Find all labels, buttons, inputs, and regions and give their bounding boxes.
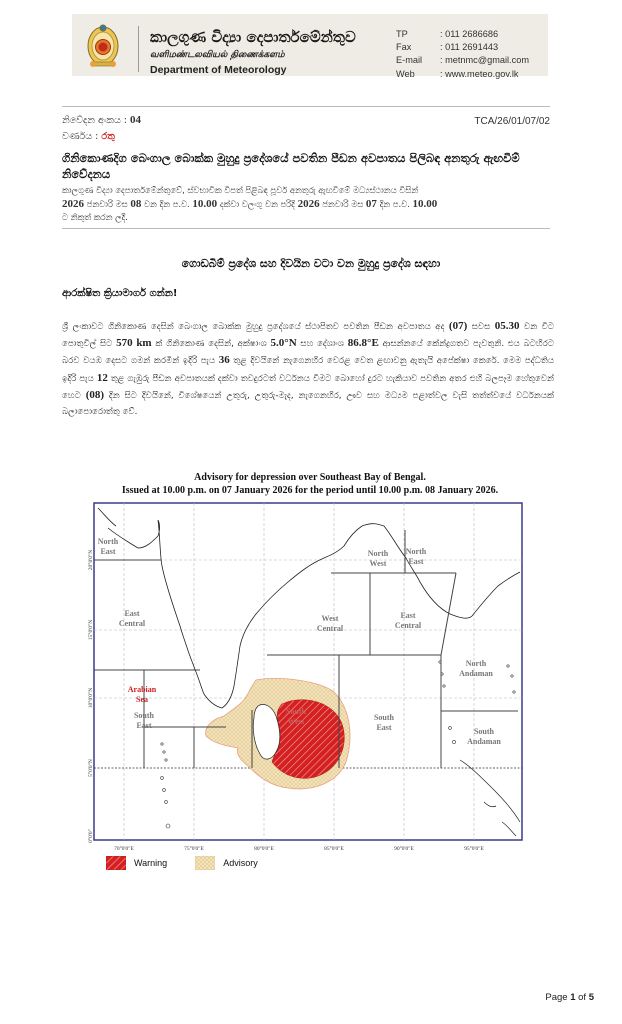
sri-lanka-emblem-icon [86, 22, 120, 70]
lon-tick-label: 80°0'0"E [254, 846, 274, 852]
contact-fax [396, 41, 529, 54]
contact-label: TP [396, 29, 408, 39]
region-label-arabian-sea: Arabian Sea [127, 685, 157, 704]
valid-year: 2026 [62, 197, 84, 210]
text-fragment: වන දින ප.ව. [144, 198, 190, 209]
lat-tick-label: 20°0'0"N [88, 549, 94, 571]
text-fragment: වන විට පොතුවිල් සිට [62, 322, 555, 350]
lon-tick-label: 75°0'0"E [184, 846, 204, 852]
region-label: South East [373, 713, 395, 732]
title-rule [62, 228, 550, 229]
date-value: (08) [85, 388, 105, 401]
text-fragment: දින සිට දිවයිනේ, විශේෂයෙන් උතුරු, උතුරු-මැද, නැගෙනහිර, ඌව සහ මධ්‍යම පළාත්වල වැසි තත්ත්වයේ වර්ධනයක් බලාපොරොත්තු වේ. [62, 390, 555, 418]
bulletin-number-label: නිවේදන අංකය : [62, 115, 127, 126]
map-legend [106, 856, 286, 870]
text-fragment: සවස [471, 322, 491, 332]
text-fragment: දින ප.ව. [379, 198, 410, 209]
text-fragment: ශ්‍රී ලංකාවට ගිනිකොණ දෙසින් බෙංගාල බොක්ක මුහුදු ප්‍රදේශයේ ස්ථාපිතව පවතින පීඩන අවපාතය අද [62, 322, 445, 332]
map-title: Advisory for depression over Southeast Bay of Bengal. [194, 472, 426, 483]
legend-advisory [195, 856, 258, 870]
text-fragment: සහ දේශාංශ [300, 339, 345, 350]
region-label: South Andaman [467, 727, 501, 746]
issue-year: 2026 [297, 197, 320, 210]
department-name-english: Department of Meteorology [150, 64, 287, 76]
bulletin-body [62, 318, 554, 420]
page-number [545, 992, 594, 1003]
total-pages: 5 [588, 992, 594, 1003]
text-fragment: ආසන්නයේ කේන්ද්‍රගතව පැවතුනි. එය බටහිරට බරව වයඹ දෙසට ගමන් කරමින් ඉදිරි පැය [62, 339, 555, 367]
alert-color [62, 131, 115, 142]
contact-label: Web [396, 68, 415, 79]
header-rule [62, 106, 550, 107]
contact-value: : 011 2691443 [440, 42, 499, 53]
text-fragment: දක්වා වලංගු වන පරිදි [219, 198, 295, 209]
action-heading: ආරක්ෂිත ක්‍රියාමාර්ග ගන්න! [62, 288, 178, 299]
lon-tick-label: 90°0'0"E [394, 846, 414, 852]
section-title: ගොඩබිම් ප්‍රදේශ සහ දිවයින වටා වන මුහුදු ප්‍රදේශ සඳහා [181, 257, 441, 270]
issue-line-3: ට නිකුත් කරන ලදී. [62, 212, 128, 222]
region-label: East Central [394, 611, 422, 630]
text-fragment: තුළ ගැඹුරු පීඩන අවපාතයක් දක්වා තවදුරටත් වර්ධනය වීමට බොහෝ දුරට හැකියාව පවතින අතර එහි බලපෑම හේතුවෙන් හෙට [62, 373, 555, 401]
current-page: 1 [570, 992, 576, 1003]
map-frame [94, 503, 522, 840]
issue-day: 07 [365, 197, 377, 210]
contact-value[interactable]: : metnmc@gmail.com [440, 55, 529, 66]
bulletin-title: ගිනිකොණදිග බෙංගාල බොක්ක මුහුදු ප්‍රදේශයේ පවතින පීඩන අවපාතය පිලිබඳ අනතුරු ඇඟවීම් නිවේදනය [62, 151, 520, 181]
valid-time: 10.00 [192, 197, 218, 210]
lat-tick-label: 0°0'0" [88, 829, 94, 843]
date-value: (07) [448, 320, 468, 332]
contact-label: E-mail [396, 55, 423, 66]
text-fragment: තුළ දිවයිනේ නැගෙනහිර වෙරළ වෙත ළඟාවනු ඇතැයි අපේක්ෂා කෙරේ. මෙම පද්ධතිය ඉදිරි පැය [62, 356, 554, 384]
alert-color-value: රතු [101, 131, 115, 142]
region-label: West Central [316, 614, 344, 633]
lon-tick-label: 70°0'0"E [114, 846, 134, 852]
text-fragment: ක් ගිනිකොණ දෙසින්, අක්ෂාංශ [155, 339, 267, 350]
lat-tick-label: 5°0'0"N [88, 759, 94, 777]
department-name-tamil: வளிமண்டலவியல் திணைக்களம் [150, 50, 285, 60]
letterhead [72, 14, 548, 79]
reference-code: TCA/26/01/07/02 [474, 116, 550, 127]
longitude-value: 86.8°E [347, 337, 379, 350]
contact-label: Fax [396, 42, 412, 53]
contact-web [396, 68, 529, 81]
legend-label: Advisory [223, 858, 258, 868]
issue-line-1: කාලගුණ විද්‍යා දෙපාර්තමේන්තුවේ, ස්වභාවික විපත් පිළිබඳ පූර්ව අනතුරු ඇඟවීමේ මධ්‍යස්ථානය විසින් [62, 185, 419, 195]
advisory-swatch-icon [195, 856, 215, 870]
bulletin-number-value: 04 [130, 114, 142, 126]
region-label: North East [97, 537, 119, 556]
lon-tick-label: 95°0'0"E [464, 846, 484, 852]
contact-email [396, 54, 529, 67]
contact-value: : 011 2686686 [440, 29, 499, 39]
issue-time: 10.00 [412, 197, 438, 210]
text-fragment: ජනවාරි මස [86, 198, 128, 209]
page-of: of [578, 992, 587, 1003]
warning-swatch-icon [106, 856, 126, 870]
lat-tick-label: 10°0'0"N [88, 687, 94, 709]
header-divider [138, 26, 139, 72]
map-subtitle: Issued at 10.00 p.m. on 07 January 2026 for the period until 10.00 p.m. 08 January 2026. [121, 485, 499, 496]
text-fragment: ජනවාරි මස [322, 198, 364, 209]
alert-color-label: වර්ණය : [62, 131, 99, 142]
page-prefix: Page [545, 992, 568, 1003]
lat-tick-label: 15°0'0"N [88, 619, 94, 641]
region-label: North East [405, 547, 427, 566]
region-label: South West [285, 707, 307, 726]
region-label: North West [367, 549, 389, 568]
legend-label: Warning [134, 858, 168, 868]
time-value: 05.30 [494, 320, 520, 332]
region-label: South East [133, 711, 155, 730]
hours-value: 12 [96, 371, 108, 384]
department-name-sinhala: කාලගුණ විද්‍යා දෙපාර්තමේන්තුව [150, 28, 356, 46]
legend-warning [106, 856, 167, 870]
region-label: North Andaman [459, 659, 493, 678]
issue-statement [62, 184, 554, 225]
hours-value: 36 [218, 354, 230, 367]
contact-phone [396, 28, 529, 41]
region-label: East Central [118, 609, 146, 628]
latitude-value: 5.0°N [270, 337, 297, 350]
distance-value: 570 km [116, 337, 152, 350]
issue-line-2 [62, 198, 554, 212]
advisory-map [88, 496, 528, 854]
valid-day: 08 [130, 197, 142, 210]
bulletin-number [62, 114, 141, 126]
contact-block [396, 28, 529, 81]
contact-value[interactable]: : www.meteo.gov.lk [440, 68, 519, 79]
lon-tick-label: 85°0'0"E [324, 846, 344, 852]
